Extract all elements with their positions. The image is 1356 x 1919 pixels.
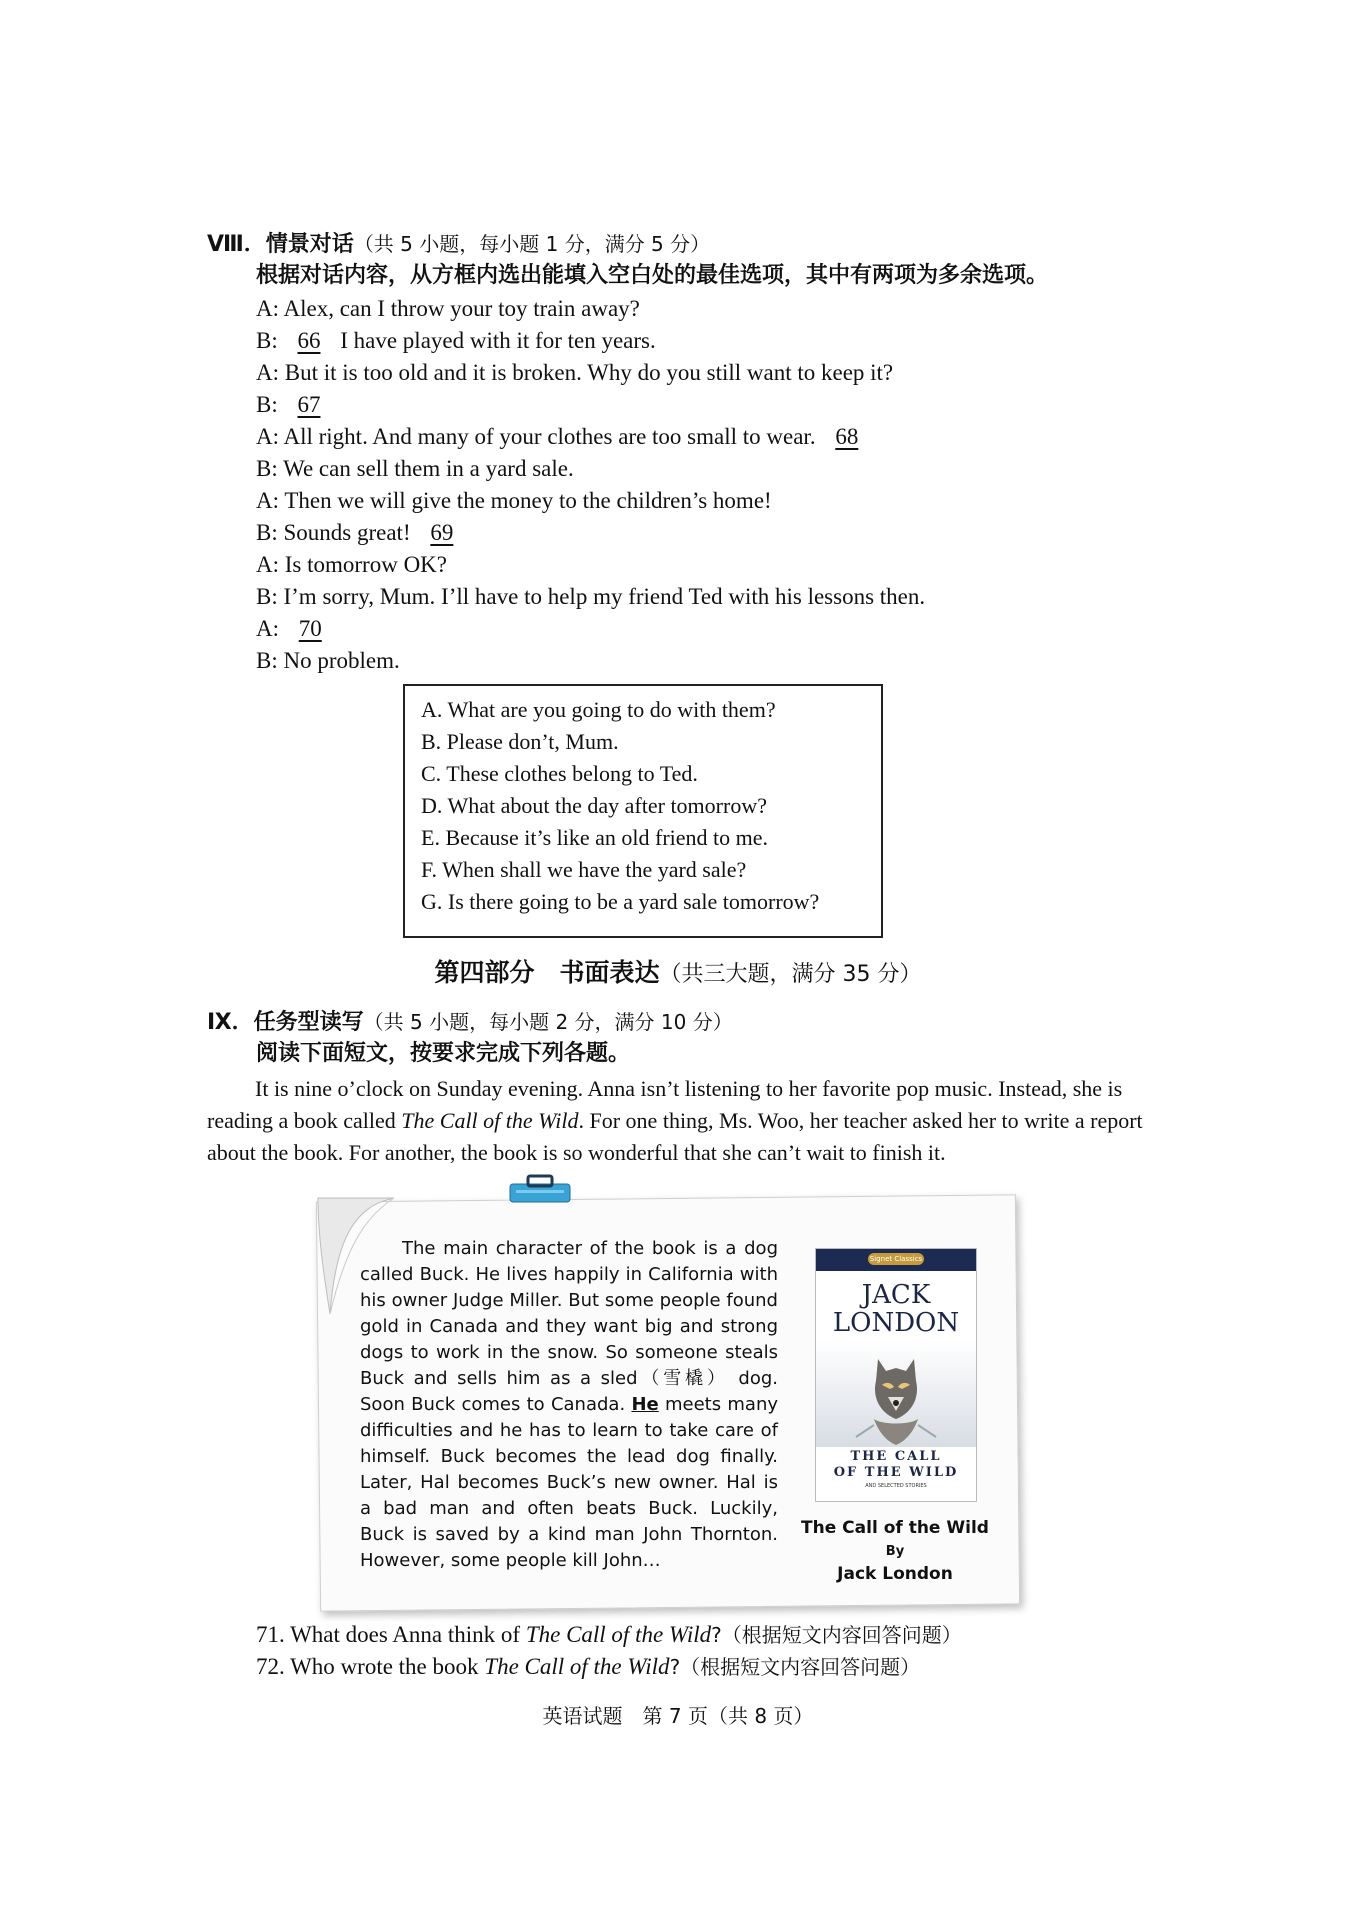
speaker-label: A: <box>256 616 279 641</box>
section8-header <box>207 229 710 260</box>
page-footer: 英语试题 第 7 页（共 8 页） <box>542 1704 814 1728</box>
speaker-label: A: <box>256 360 279 385</box>
story-text: The main character of the book is a dog called Buck. He lives happily in California with his owner Judge Miller. But some people found gold in Canada and they want big and strong dogs to work in the snow. So someone steals Buck and sells him as a sled（雪橇） dog. Soon Buck comes to Canada. He meets many difficulties and he has to learn to take care of himself. Buck becomes the lead dog finally. Later, Hal becomes Buck’s new owner. Hal is a bad man and often beats Buck. Luckily, Buck is saved by a kind man John Thornton. However, some people kill John… <box>360 1238 779 1571</box>
dialogue-text: Then we will give the money to the children’s home! <box>284 488 772 513</box>
caption-author: Jack London <box>837 1564 953 1584</box>
option-a: A. What are you going to do with them? <box>421 697 776 722</box>
speaker-label: A: <box>256 488 279 513</box>
speaker-label: B: <box>256 520 278 545</box>
dialogue-line <box>256 646 400 676</box>
dialogue-text: But it is too old and it is broken. Why do you still want to keep it? <box>284 360 894 385</box>
option-e: E. Because it’s like an old friend to me. <box>421 825 769 850</box>
speaker-label: A: <box>256 296 279 321</box>
wolf-icon <box>816 1341 976 1447</box>
part4-note: （共三大题，满分 35 分） <box>659 962 922 987</box>
dialogue-text: All right. And many of your clothes are too small to wear. <box>283 424 816 449</box>
answer-blank: 68 <box>835 424 859 449</box>
option-d: D. What about the day after tomorrow? <box>421 793 767 818</box>
answer-blank: 69 <box>430 520 454 545</box>
cover-title-2: OF THE WILD <box>833 1465 959 1480</box>
section9-header <box>207 1007 733 1038</box>
option-c: C. These clothes belong to Ted. <box>421 761 698 786</box>
question-71: 71. What does Anna think of The Call of the Wild?（根据短文内容回答问题） <box>256 1622 962 1647</box>
section9-title: 任务型读写 <box>253 1010 364 1035</box>
underlined-he: He <box>631 1394 659 1415</box>
dialogue-line <box>256 582 925 612</box>
part4-heading <box>0 953 1356 989</box>
dialogue-line <box>256 454 574 484</box>
section8-numeral: Ⅷ． <box>207 232 266 257</box>
question-72: 72. Who wrote the book The Call of the Wild?（根据短文内容回答问题） <box>256 1654 921 1679</box>
dialogue-line <box>256 422 872 452</box>
dialogue-text: Sounds great! <box>283 520 411 545</box>
dialogue-text: Is tomorrow OK? <box>284 552 447 577</box>
cover-author-last: LONDON <box>832 1308 960 1338</box>
speaker-label: B: <box>256 392 278 417</box>
section9-numeral: Ⅸ． <box>207 1010 254 1035</box>
answer-blank: 70 <box>298 616 322 641</box>
intro-paragraph: It is nine o’clock on Sunday evening. Anna isn’t listening to her favorite pop music. Instead, she is reading a book called The Call of the Wild. For one thing, Ms. Woo, her teacher asked her to write a report about the book. For another, the book is so wonderful that she can’t wait to finish it. <box>207 1076 1143 1165</box>
option-b: B. Please don’t, Mum. <box>421 729 619 754</box>
book-title-italic: The Call of the Wild <box>401 1108 579 1133</box>
option-g: G. Is there going to be a yard sale tomorrow? <box>421 889 820 914</box>
dialogue-text: No problem. <box>283 648 400 673</box>
speaker-label: A: <box>256 552 279 577</box>
speaker-label: B: <box>256 328 278 353</box>
speaker-label: B: <box>256 584 278 609</box>
answer-blank: 66 <box>297 328 321 353</box>
cover-subtitle: AND SELECTED STORIES <box>865 1483 927 1489</box>
speaker-label: B: <box>256 648 278 673</box>
section8-instruction: 根据对话内容，从方框内选出能填入空白处的最佳选项，其中有两项为多余选项。 <box>256 263 1049 288</box>
binder-clip-icon <box>506 1174 574 1204</box>
series-badge: Signet Classics <box>869 1255 923 1263</box>
section9-note: （共 5 小题，每小题 2 分，满分 10 分） <box>363 1010 733 1034</box>
options-box <box>403 684 883 938</box>
dialogue-line <box>256 614 336 644</box>
part4-title: 第四部分 书面表达 <box>434 958 660 987</box>
book-cover <box>815 1248 977 1502</box>
dialogue-line <box>256 358 893 388</box>
dialogue-text: Alex, can I throw your toy train away? <box>283 296 640 321</box>
option-f: F. When shall we have the yard sale? <box>421 857 747 882</box>
dialogue-line <box>256 294 640 324</box>
dialogue-line <box>256 326 656 356</box>
section9-instruction: 阅读下面短文，按要求完成下列各题。 <box>256 1041 631 1066</box>
dialogue-line <box>256 390 334 420</box>
section8-title: 情景对话 <box>265 232 354 257</box>
dialogue-text: I’m sorry, Mum. I’ll have to help my friend Ted with his lessons then. <box>283 584 926 609</box>
section8-note: （共 5 小题，每小题 1 分，满分 5 分） <box>353 232 711 256</box>
dialogue-text: We can sell them in a yard sale. <box>283 456 574 481</box>
speaker-label: B: <box>256 456 278 481</box>
speaker-label: A: <box>256 424 279 449</box>
cover-author-first: JACK <box>861 1280 931 1310</box>
dialogue-line <box>256 486 772 516</box>
answer-blank: 67 <box>297 392 321 417</box>
dialogue-line <box>256 550 447 580</box>
caption-by: By <box>885 1544 905 1559</box>
caption-title: The Call of the Wild <box>801 1518 989 1538</box>
cover-title-1: THE CALL <box>850 1449 942 1464</box>
dialogue-line <box>256 518 467 548</box>
dialogue-text: I have played with it for ten years. <box>340 328 656 353</box>
